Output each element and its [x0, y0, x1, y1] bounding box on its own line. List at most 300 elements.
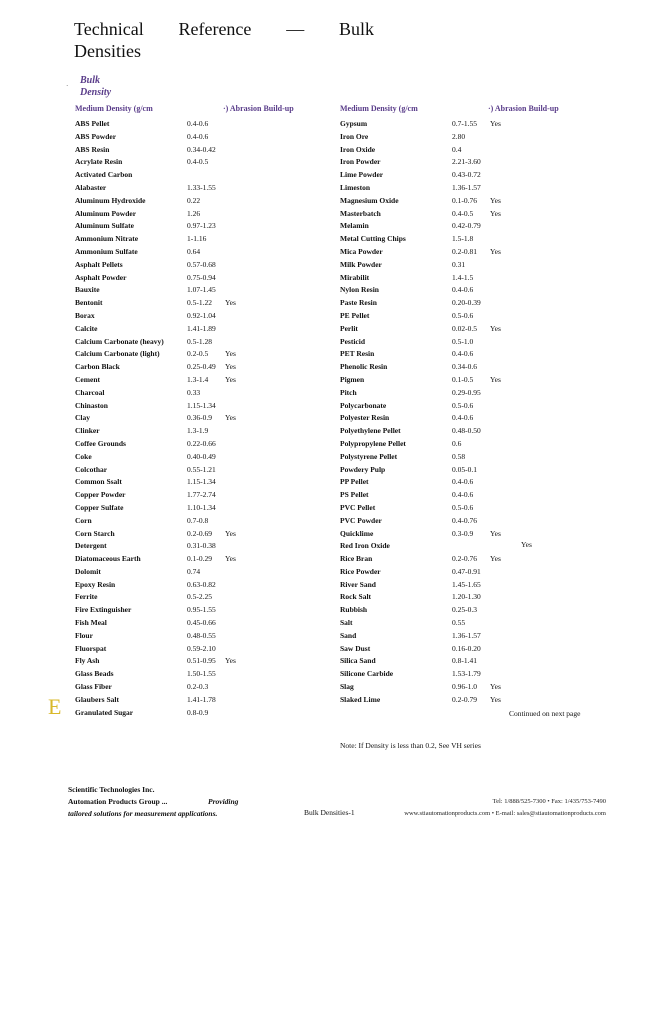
- density-value: 0.92-1.04: [187, 310, 216, 320]
- material-name: Pigmen: [340, 374, 365, 384]
- table-row: [340, 374, 600, 387]
- density-value: 1.41-1.78: [187, 694, 216, 704]
- tagline-part-2: tailored solutions for measurement applications.: [68, 809, 218, 818]
- right-column: [340, 104, 600, 707]
- red-iron-oxide-abrasion: Yes: [521, 540, 532, 549]
- material-name: Rubbish: [340, 605, 368, 615]
- density-value: 1.4-1.5: [452, 272, 474, 282]
- table-row: [340, 348, 600, 361]
- density-value: 0.31: [452, 259, 466, 269]
- density-value: 0.95-1.55: [187, 605, 216, 615]
- material-name: Granulated Sugar: [75, 707, 134, 717]
- table-row: [75, 118, 335, 131]
- abrasion-value: Yes: [490, 374, 501, 384]
- material-name: Magnesium Oxide: [340, 195, 399, 205]
- material-name: Fly Ash: [75, 656, 100, 666]
- material-name: Calcium Carbonate (light): [75, 349, 160, 359]
- table-row: [340, 169, 600, 182]
- density-value: 1.3-1.9: [187, 426, 209, 436]
- table-row: [75, 464, 335, 477]
- table-row: [340, 272, 600, 285]
- table-row: [340, 553, 600, 566]
- material-name: Asphalt Powder: [75, 272, 127, 282]
- material-name: ABS Pellet: [75, 119, 110, 128]
- table-row: [75, 579, 335, 592]
- phone-fax: Tel: 1/888/525-7300 • Fax: 1/435/753-7490: [492, 798, 606, 805]
- material-name: PET Resin: [340, 349, 375, 359]
- density-value: 1.3-1.4: [187, 374, 209, 384]
- abrasion-value: Yes: [225, 656, 236, 666]
- table-row: [75, 400, 335, 413]
- density-value: 1.53-1.79: [452, 669, 481, 679]
- material-name: Asphalt Pellets: [75, 259, 123, 269]
- density-value: 0.57-0.68: [187, 259, 216, 269]
- density-value: 0.5-1.22: [187, 298, 212, 308]
- material-name: Ferrite: [75, 592, 98, 602]
- table-row: [340, 323, 600, 336]
- density-value: 0.20-0.39: [452, 298, 481, 308]
- material-name: Slaked Lime: [340, 694, 381, 704]
- material-name: Gypsum: [340, 119, 368, 128]
- density-value: 0.4-0.6: [452, 477, 474, 487]
- footer-contact: [382, 796, 606, 820]
- table-row: [340, 336, 600, 349]
- density-value: 1.77-2.74: [187, 490, 216, 500]
- density-value: 0.1-0.76: [452, 195, 477, 205]
- material-name: Aluminum Powder: [75, 208, 137, 218]
- material-list: [340, 118, 600, 707]
- header-density: Medium Density (g/cm: [340, 104, 418, 113]
- table-row: [340, 118, 600, 131]
- table-row: [340, 643, 600, 656]
- material-name: PS Pellet: [340, 490, 369, 500]
- table-row: [340, 400, 600, 413]
- material-name: Calcium Carbonate (heavy): [75, 336, 164, 346]
- material-name: Perlit: [340, 323, 358, 333]
- density-value: 0.45-0.66: [187, 618, 216, 628]
- table-row: [75, 259, 335, 272]
- material-name: Rice Powder: [340, 566, 381, 576]
- table-row: [75, 348, 335, 361]
- title-line-1: [74, 18, 374, 40]
- table-row: [75, 387, 335, 400]
- table-row: [75, 336, 335, 349]
- material-name: Glaubers Salt: [75, 694, 119, 704]
- density-value: 0.42-0.79: [452, 221, 481, 231]
- material-name: Silicone Carbide: [340, 669, 394, 679]
- material-name: Detergent: [75, 541, 107, 551]
- density-value: 0.4-0.6: [187, 119, 209, 128]
- material-name: Pitch: [340, 387, 357, 397]
- density-value: 0.29-0.95: [452, 387, 481, 397]
- density-value: 1.20-1.30: [452, 592, 481, 602]
- abrasion-value: Yes: [225, 413, 236, 423]
- table-row: [340, 681, 600, 694]
- abrasion-value: Yes: [225, 374, 236, 384]
- material-name: Aluminum Sulfate: [75, 221, 134, 231]
- company-name: Scientific Technologies Inc.: [68, 785, 155, 794]
- density-value: 1.07-1.45: [187, 285, 216, 295]
- density-value: 0.5-0.6: [452, 310, 474, 320]
- table-row: [340, 156, 600, 169]
- table-row: [75, 591, 335, 604]
- density-value: 0.4-0.5: [187, 157, 209, 167]
- table-row: [340, 246, 600, 259]
- table-row: [75, 655, 335, 668]
- material-name: Charcoal: [75, 387, 105, 397]
- table-row: [75, 182, 335, 195]
- density-value: 0.2-0.5: [187, 349, 209, 359]
- table-row: [340, 694, 600, 707]
- density-value: 2.21-3.60: [452, 157, 481, 167]
- density-value: 0.4-0.6: [187, 131, 209, 141]
- abrasion-value: Yes: [490, 682, 501, 692]
- section-mark: ·: [66, 82, 69, 90]
- table-row: [75, 272, 335, 285]
- table-row: [75, 451, 335, 464]
- material-name: Borax: [75, 310, 95, 320]
- density-value: 0.59-2.10: [187, 643, 216, 653]
- abrasion-value: Yes: [490, 554, 501, 564]
- title-word: Bulk: [338, 19, 374, 39]
- density-value: 0.31-0.38: [187, 541, 216, 551]
- density-value: 0.33: [187, 387, 201, 397]
- material-name: Carbon Black: [75, 362, 120, 372]
- material-name: Limeston: [340, 182, 370, 192]
- table-row: [75, 284, 335, 297]
- density-value: 0.63-0.82: [187, 579, 216, 589]
- density-value: 0.7-1.55: [452, 119, 477, 128]
- table-row: [75, 502, 335, 515]
- density-value: 1.15-1.34: [187, 477, 216, 487]
- table-row: [75, 643, 335, 656]
- density-value: 0.25-0.49: [187, 362, 216, 372]
- header-abrasion: ·) Abrasion Build-up: [488, 104, 559, 113]
- density-value: 0.2-0.76: [452, 554, 477, 564]
- table-row: [340, 655, 600, 668]
- table-row: [340, 617, 600, 630]
- density-value: 0.64: [187, 246, 201, 256]
- material-name: Corn: [75, 515, 92, 525]
- abrasion-value: Yes: [225, 554, 236, 564]
- density-value: 0.75-0.94: [187, 272, 216, 282]
- material-name: Diatomaceous Earth: [75, 554, 141, 564]
- material-name: Nylon Resin: [340, 285, 379, 295]
- header-abrasion: ·) Abrasion Build-up: [223, 104, 294, 113]
- density-value: 0.5-1.0: [452, 336, 474, 346]
- material-name: Red Iron Oxide: [340, 541, 390, 551]
- material-name: PP Pellet: [340, 477, 369, 487]
- material-name: Clay: [75, 413, 90, 423]
- material-name: Ammonium Sulfate: [75, 246, 138, 256]
- material-name: Aluminum Hydroxide: [75, 195, 146, 205]
- table-row: [340, 579, 600, 592]
- material-name: Metal Cutting Chips: [340, 234, 406, 244]
- table-row: [75, 208, 335, 221]
- material-name: Fish Meal: [75, 618, 107, 628]
- abrasion-value: Yes: [225, 298, 236, 308]
- density-value: 0.36-0.9: [187, 413, 212, 423]
- density-value: 0.4-0.6: [452, 490, 474, 500]
- density-value: 0.74: [187, 566, 201, 576]
- density-value: 0.7-0.8: [187, 515, 209, 525]
- abrasion-value: Yes: [490, 694, 501, 704]
- table-row: [75, 553, 335, 566]
- density-value: 0.5-1.28: [187, 336, 212, 346]
- density-value: 0.02-0.5: [452, 323, 477, 333]
- density-value: 0.47-0.91: [452, 566, 481, 576]
- density-value: 1.50-1.55: [187, 669, 216, 679]
- title-word: —: [286, 19, 305, 39]
- material-name: Paste Resin: [340, 298, 377, 308]
- continued-note: Continued on next page: [509, 709, 581, 718]
- table-row: [340, 131, 600, 144]
- material-name: Rock Salt: [340, 592, 372, 602]
- table-row: [75, 169, 335, 182]
- material-name: Alabaster: [75, 182, 107, 192]
- density-value: 0.43-0.72: [452, 170, 481, 180]
- table-row: [340, 502, 600, 515]
- material-name: Mica Powder: [340, 246, 383, 256]
- density-value: 0.5-0.6: [452, 400, 474, 410]
- table-row: [75, 246, 335, 259]
- table-row: [75, 681, 335, 694]
- material-name: Mirabilit: [340, 272, 370, 282]
- density-value: 0.2-0.81: [452, 246, 477, 256]
- abrasion-value: Yes: [490, 119, 501, 128]
- abrasion-value: Yes: [490, 195, 501, 205]
- table-row: [75, 297, 335, 310]
- material-name: Polyester Resin: [340, 413, 390, 423]
- table-row: [340, 425, 600, 438]
- density-value: 0.4-0.5: [452, 208, 474, 218]
- material-name: Iron Oxide: [340, 144, 376, 154]
- table-row: [75, 540, 335, 553]
- density-value: 0.58: [452, 451, 466, 461]
- page-reference: Bulk Densities-1: [304, 808, 355, 817]
- material-name: Activated Carbon: [75, 170, 133, 180]
- table-row: [340, 182, 600, 195]
- table-row: [75, 361, 335, 374]
- column-header: [340, 104, 600, 116]
- material-name: Dolomit: [75, 566, 101, 576]
- table-row: [75, 694, 335, 707]
- table-row: [75, 707, 335, 720]
- table-row: [75, 156, 335, 169]
- density-value: 0.96-1.0: [452, 682, 477, 692]
- density-value: 0.2-0.69: [187, 528, 212, 538]
- material-name: ABS Resin: [75, 144, 110, 154]
- table-row: [75, 233, 335, 246]
- table-row: [75, 668, 335, 681]
- material-name: Epoxy Resin: [75, 579, 116, 589]
- table-row: [340, 438, 600, 451]
- material-name: Ammonium Nitrate: [75, 234, 139, 244]
- table-row: [75, 617, 335, 630]
- material-name: PE Pellet: [340, 310, 370, 320]
- table-row: [75, 489, 335, 502]
- material-name: Melamin: [340, 221, 369, 231]
- table-row: [75, 412, 335, 425]
- table-row: [75, 438, 335, 451]
- density-value: 0.2-0.79: [452, 694, 477, 704]
- table-row: [340, 540, 600, 553]
- material-name: Phenolic Resin: [340, 362, 388, 372]
- material-name: Saw Dust: [340, 643, 371, 653]
- tagline-part-1: Providing: [208, 797, 239, 806]
- density-value: 0.34-0.42: [187, 144, 216, 154]
- material-name: Polystyrene Pellet: [340, 451, 398, 461]
- material-name: Glass Beads: [75, 669, 114, 679]
- abrasion-value: Yes: [490, 246, 501, 256]
- material-name: Coffee Grounds: [75, 438, 126, 448]
- material-name: Masterbatch: [340, 208, 381, 218]
- material-name: Cement: [75, 374, 100, 384]
- density-value: 1.45-1.65: [452, 579, 481, 589]
- table-row: [75, 220, 335, 233]
- density-value: 1.5-1.8: [452, 234, 474, 244]
- material-name: Slag: [340, 682, 354, 692]
- density-value: 0.1-0.5: [452, 374, 474, 384]
- density-value: 0.8-1.41: [452, 656, 477, 666]
- material-name: Silica Sand: [340, 656, 376, 666]
- footer-company: [68, 784, 318, 820]
- left-column: [75, 104, 335, 719]
- abrasion-value: Yes: [225, 528, 236, 538]
- abrasion-value: Yes: [490, 208, 501, 218]
- material-name: Clinker: [75, 426, 100, 436]
- table-row: [340, 310, 600, 323]
- density-value: 1.26: [187, 208, 201, 218]
- material-name: Calcite: [75, 323, 98, 333]
- table-row: [75, 515, 335, 528]
- material-name: Polypropylene Pellet: [340, 438, 406, 448]
- table-row: [340, 259, 600, 272]
- table-row: [75, 630, 335, 643]
- material-name: Iron Powder: [340, 157, 381, 167]
- density-value: 1.15-1.34: [187, 400, 216, 410]
- table-row: [75, 528, 335, 541]
- table-row: [340, 297, 600, 310]
- title-word: Technical: [74, 19, 144, 39]
- material-name: Corn Starch: [75, 528, 115, 538]
- material-name: PVC Pellet: [340, 502, 376, 512]
- density-value: 0.51-0.95: [187, 656, 216, 666]
- density-value: 0.5-0.6: [452, 502, 474, 512]
- table-row: [340, 220, 600, 233]
- density-value: 0.55-1.21: [187, 464, 216, 474]
- material-name: Powdery Pulp: [340, 464, 386, 474]
- table-row: [340, 233, 600, 246]
- table-row: [75, 144, 335, 157]
- table-row: [340, 361, 600, 374]
- website-email[interactable]: www.stiautomationproducts.com • E-mail: sales@stiautomationproducts.com: [404, 810, 606, 817]
- abrasion-value: Yes: [490, 528, 501, 538]
- density-value: 0.97-1.23: [187, 221, 216, 231]
- table-row: [340, 195, 600, 208]
- material-name: ABS Powder: [75, 131, 117, 141]
- density-value: 0.55: [452, 618, 466, 628]
- material-name: Acrylate Resin: [75, 157, 123, 167]
- header-density: Medium Density (g/cm: [75, 104, 153, 113]
- table-row: [340, 489, 600, 502]
- table-row: [340, 668, 600, 681]
- table-row: [75, 131, 335, 144]
- material-name: Common Ssalt: [75, 477, 122, 487]
- density-value: 0.4: [452, 144, 462, 154]
- material-name: Rice Bran: [340, 554, 373, 564]
- material-name: Iron Ore: [340, 131, 369, 141]
- table-row: [340, 566, 600, 579]
- table-row: [340, 284, 600, 297]
- material-name: Copper Powder: [75, 490, 126, 500]
- material-name: Salt: [340, 618, 353, 628]
- table-row: [75, 374, 335, 387]
- table-row: [340, 387, 600, 400]
- density-value: 0.25-0.3: [452, 605, 477, 615]
- material-name: Coke: [75, 451, 92, 461]
- table-row: [75, 310, 335, 323]
- table-row: [340, 476, 600, 489]
- material-name: Lime Powder: [340, 170, 384, 180]
- title-line-2: Densities: [74, 41, 141, 61]
- density-value: 0.4-0.6: [452, 349, 474, 359]
- material-name: Colcothar: [75, 464, 108, 474]
- material-name: Chinaston: [75, 400, 108, 410]
- material-name: PVC Powder: [340, 515, 382, 525]
- density-value: 1.33-1.55: [187, 182, 216, 192]
- table-row: [340, 412, 600, 425]
- material-name: Polycarbonate: [340, 400, 387, 410]
- table-row: [340, 451, 600, 464]
- density-value: 0.16-0.20: [452, 643, 481, 653]
- material-name: Pesticid: [340, 336, 365, 346]
- side-letter: E: [48, 694, 62, 719]
- density-value: 0.5-2.25: [187, 592, 212, 602]
- material-name: Copper Sulfate: [75, 502, 124, 512]
- table-row: [75, 323, 335, 336]
- page-title: [74, 18, 374, 62]
- density-value: 0.1-0.29: [187, 554, 212, 564]
- table-row: [75, 425, 335, 438]
- abrasion-value: Yes: [490, 323, 501, 333]
- density-value: 0.4-0.6: [452, 413, 474, 423]
- density-value: 0.3-0.9: [452, 528, 474, 538]
- density-value: 0.48-0.50: [452, 426, 481, 436]
- density-value: 1.36-1.57: [452, 182, 481, 192]
- density-note: Note: If Density is less than 0.2, See VH series: [340, 741, 481, 750]
- density-value: 1.10-1.34: [187, 502, 216, 512]
- material-name: Sand: [340, 630, 357, 640]
- table-row: [340, 528, 600, 541]
- density-value: 0.4-0.76: [452, 515, 477, 525]
- table-row: [340, 630, 600, 643]
- material-list: [75, 118, 335, 719]
- material-name: Bentonit: [75, 298, 103, 308]
- table-row: [75, 566, 335, 579]
- material-name: River Sand: [340, 579, 376, 589]
- material-name: Glass Fiber: [75, 682, 112, 692]
- table-row: [340, 591, 600, 604]
- density-value: 0.8-0.9: [187, 707, 209, 717]
- density-value: 2.80: [452, 131, 466, 141]
- table-row: [340, 464, 600, 477]
- material-name: Flour: [75, 630, 93, 640]
- material-name: Fluorspat: [75, 643, 107, 653]
- density-value: 0.40-0.49: [187, 451, 216, 461]
- density-value: 1-1.16: [187, 234, 207, 244]
- abrasion-value: Yes: [225, 349, 236, 359]
